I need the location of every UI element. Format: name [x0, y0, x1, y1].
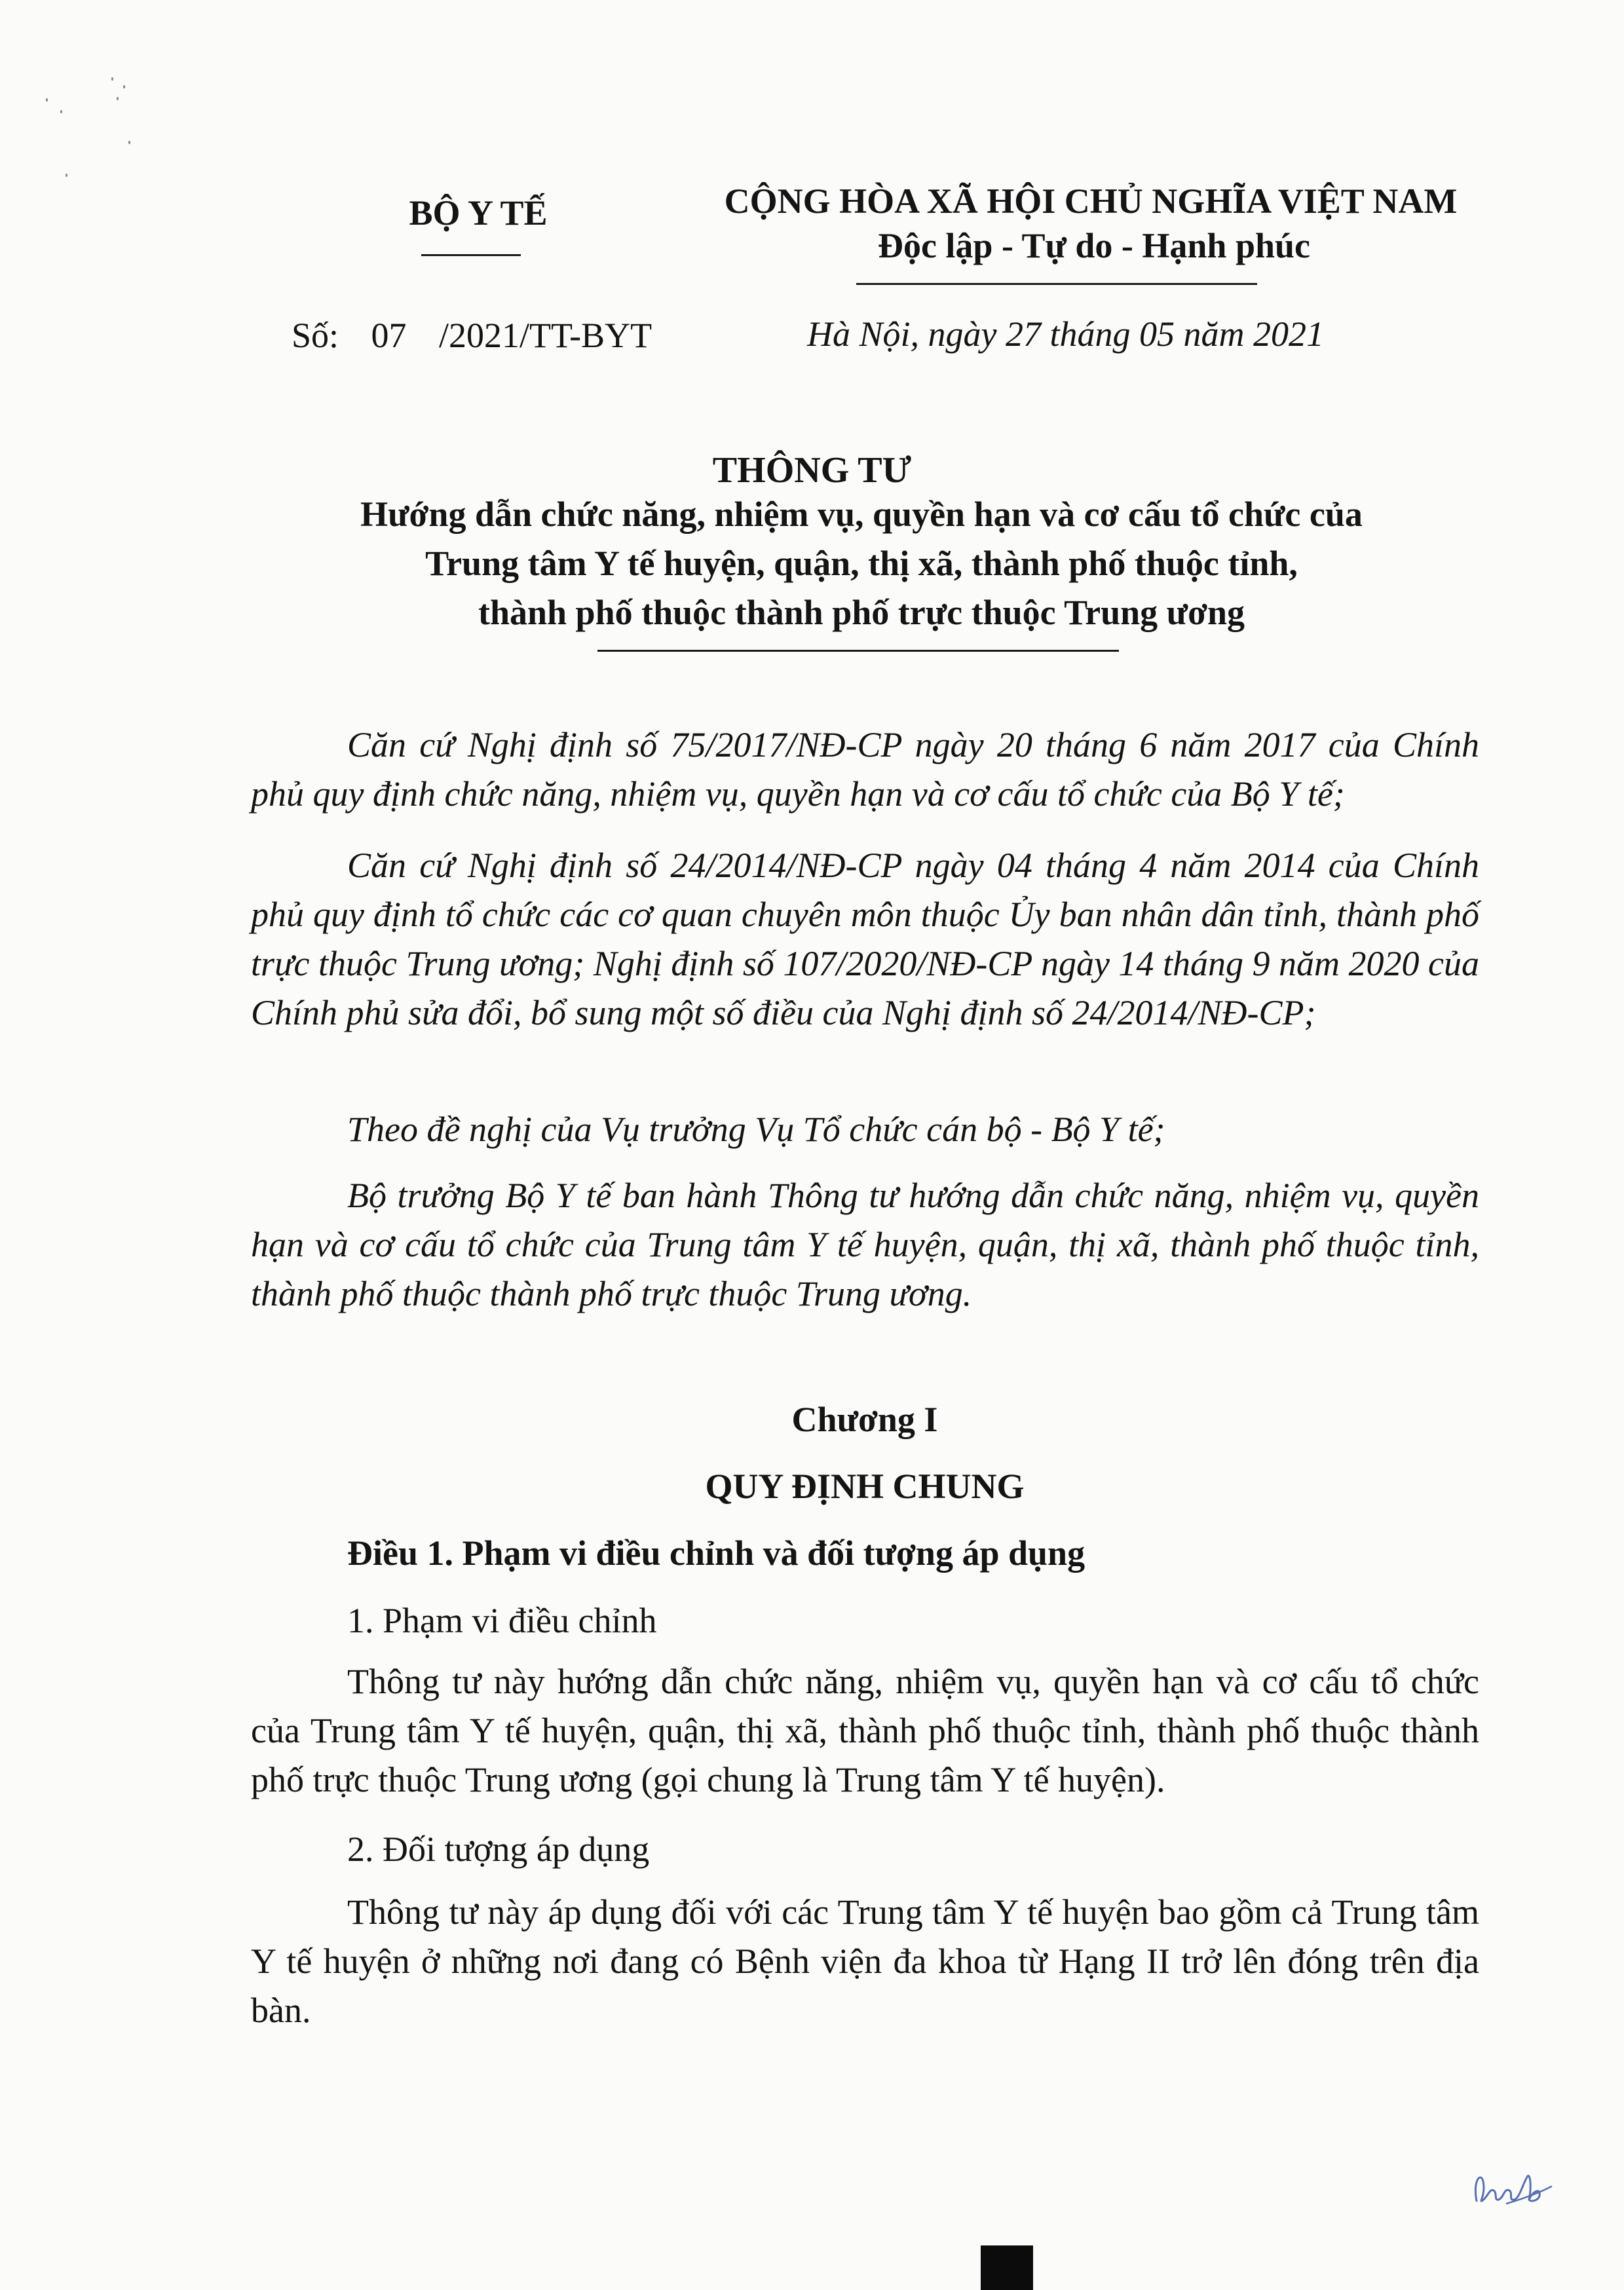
- title-line-3: thành phố thuộc thành phố trực thuộc Trung ương: [478, 593, 1245, 632]
- ministry-underline: [421, 254, 521, 256]
- preamble-1: Căn cứ Nghị định số 75/2017/NĐ-CP ngày 20 tháng 6 năm 2017 của Chính phủ quy định chức năng, nhiệm vụ, quyền hạn và cơ cấu tổ chức của Bộ Y tế;: [251, 725, 1479, 814]
- preamble-3: Theo đề nghị của Vụ trưởng Vụ Tổ chức cán bộ - Bộ Y tế;: [347, 1110, 1165, 1149]
- document-number: [292, 318, 652, 353]
- handwritten-initials: [1467, 2162, 1559, 2214]
- title-line-2: Trung tâm Y tế huyện, quận, thị xã, thành phố thuộc tỉnh,: [425, 544, 1298, 583]
- document-number-suffix: /2021/TT-BYT: [439, 316, 652, 355]
- article-1-subheading-2: 2. Đối tượng áp dụng: [347, 1830, 650, 1869]
- article-1-subheading-1: 1. Phạm vi điều chỉnh: [347, 1601, 657, 1640]
- title-underline: [597, 650, 1119, 652]
- country-name: CỘNG HÒA XÃ HỘI CHỦ NGHĨA VIỆT NAM: [724, 181, 1458, 221]
- article-1-text-1: Thông tư này hướng dẫn chức năng, nhiệm vụ, quyền hạn và cơ cấu tổ chức của Trung tâm Y tế huyện, quận, thị xã, thành phố thuộc tỉnh, thành phố thuộc thành phố trực thuộc Trung ương (gọi chung là Trung tâm Y tế huyện).: [251, 1662, 1479, 1799]
- chapter-label: Chương I: [791, 1400, 938, 1439]
- article-1-text-2: Thông tư này áp dụng đối với các Trung tâm Y tế huyện bao gồm cả Trung tâm Y tế huyện ở những nơi đang có Bệnh viện đa khoa từ Hạng II trở lên đóng trên địa bàn.: [251, 1892, 1479, 2030]
- motto-underline: [856, 283, 1257, 285]
- chapter-title: QUY ĐỊNH CHUNG: [705, 1467, 1025, 1506]
- preamble-2: Căn cứ Nghị định số 24/2014/NĐ-CP ngày 04 tháng 4 năm 2014 của Chính phủ quy định tổ chức các cơ quan chuyên môn thuộc Ủy ban nhân dân tỉnh, thành phố trực thuộc Trung ương; Nghị định số 107/2020/NĐ-CP ngày 14 tháng 9 năm 2020 của Chính phủ sửa đổi, bổ sung một số điều của Nghị định số 24/2014/NĐ-CP;: [251, 846, 1479, 1032]
- title-line-1: Hướng dẫn chức năng, nhiệm vụ, quyền hạn và cơ cấu tổ chức của: [360, 495, 1363, 534]
- motto: Độc lập - Tự do - Hạnh phúc: [877, 226, 1311, 265]
- document-type: THÔNG TƯ: [712, 450, 912, 491]
- ministry-name: BỘ Y TẾ: [409, 193, 548, 233]
- document-number-prefix: Số:: [292, 316, 339, 355]
- article-1-heading: Điều 1. Phạm vi điều chỉnh và đối tượng áp dụng: [347, 1533, 1086, 1573]
- document-number-value: 07: [371, 316, 407, 355]
- scan-mark: [981, 2245, 1033, 2290]
- place-date: Hà Nội, ngày 27 tháng 05 năm 2021: [807, 314, 1324, 354]
- preamble-4: Bộ trưởng Bộ Y tế ban hành Thông tư hướng dẫn chức năng, nhiệm vụ, quyền hạn và cơ cấu tổ chức của Trung tâm Y tế huyện, quận, thị xã, thành phố thuộc tỉnh, thành phố thuộc thành phố trực thuộc Trung ương.: [251, 1176, 1479, 1313]
